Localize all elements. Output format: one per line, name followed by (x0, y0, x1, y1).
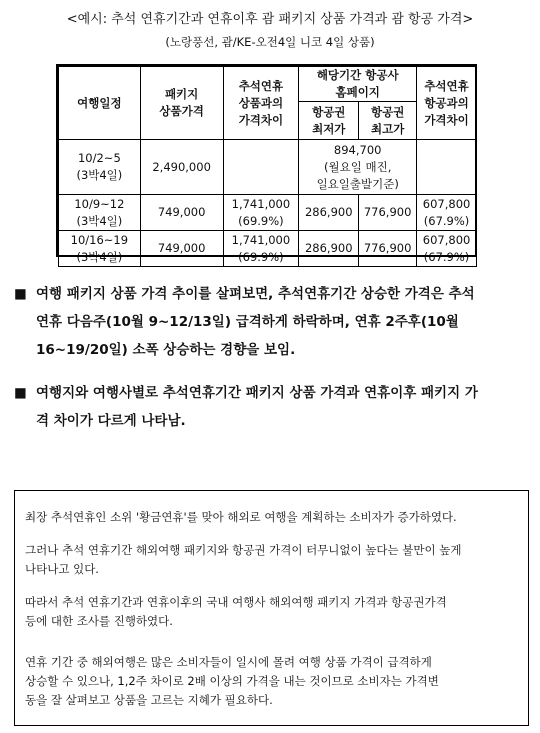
cell-air-min: 286,900 (299, 195, 359, 231)
cell-diff1: 1,741,000 (69.9%) (223, 231, 299, 267)
table-row (59, 231, 477, 267)
cell-diff2: 607,800 (67.9%) (417, 195, 477, 231)
header-diff1: 추석연휴 상품과의 가격차이 (223, 67, 299, 140)
cell-diff2 (417, 140, 477, 195)
cell-package-price: 749,000 (140, 231, 223, 267)
square-bullet-icon: ■ (14, 385, 27, 401)
bullet-text: 여행지와 여행사별로 추석연휴기간 패키지 상품 가격과 연휴이후 패키지 가 격 차이가 다르게 나타남. (36, 385, 478, 429)
cell-diff2: 607,800 (67.9%) (417, 231, 477, 267)
header-air-max: 항공권 최고가 (359, 102, 417, 140)
price-table (58, 66, 477, 267)
header-air-min: 항공권 최저가 (299, 102, 359, 140)
figure-title: <예시: 추석 연휴기간과 연휴이후 괌 패키지 상품 가격과 괌 항공 가격> (66, 12, 474, 27)
cell-package-price: 749,000 (140, 195, 223, 231)
summary-paragraph: 따라서 추석 연휴기간과 연휴이후의 국내 여행사 해외여행 패키지 가격과 항공권가격 등에 대한 조사를 진행하였다. (25, 595, 447, 628)
cell-diff1: 1,741,000 (69.9%) (223, 195, 299, 231)
figure-subtitle: (노랑풍선, 괌/KE-오전4일 니코 4일 상품) (165, 35, 375, 49)
cell-air-combined: 894,700 (월요일 매진, 일요일출발기준) (299, 140, 417, 195)
cell-air-max: 776,900 (359, 231, 417, 267)
header-package-price: 패키지 상품가격 (140, 67, 223, 140)
summary-paragraph: 연휴 기간 중 해외여행은 많은 소비자들이 일시에 몰려 여행 상품 가격이 급격하게 상승할 수 있으나, 1,2주 차이로 2배 이상의 가격을 내는 것이므로 소비자는 가격변 동을 잘 살펴보고 상품을 고르는 지혜가 필요하다. (25, 655, 439, 707)
header-schedule: 여행일정 (59, 67, 141, 140)
header-diff2: 추석연휴 항공과의 가격차이 (417, 67, 477, 140)
table-row (59, 140, 477, 195)
cell-schedule: 10/2~5 (3박4일) (59, 140, 141, 195)
square-bullet-icon: ■ (14, 286, 27, 302)
table-row (59, 195, 477, 231)
cell-package-price: 2,490,000 (140, 140, 223, 195)
cell-schedule: 10/16~19 (3박4일) (59, 231, 141, 267)
cell-air-max: 776,900 (359, 195, 417, 231)
header-airline-site: 해당기간 항공사 홈페이지 (299, 67, 417, 102)
bullet-text: 여행 패키지 상품 가격 추이를 살펴보면, 추석연휴기간 상승한 가격은 추석 연휴 다음주(10월 9~12/13일) 급격하게 하락하며, 연휴 2주후(10월 16~19/20일) 소폭 상승하는 경향을 보임. (36, 286, 475, 358)
summary-paragraph: 그러나 추석 연휴기간 해외여행 패키지와 항공권 가격이 터무니없이 높다는 불만이 높게 나타나고 있다. (25, 543, 462, 576)
cell-air-min: 286,900 (299, 231, 359, 267)
cell-diff1 (223, 140, 299, 195)
summary-box (14, 490, 529, 726)
summary-paragraph: 최장 추석연휴인 소위 '황금연휴'를 맞아 해외로 여행을 계획하는 소비자가 증가하였다. (25, 510, 457, 524)
cell-schedule: 10/9~12 (3박4일) (59, 195, 141, 231)
